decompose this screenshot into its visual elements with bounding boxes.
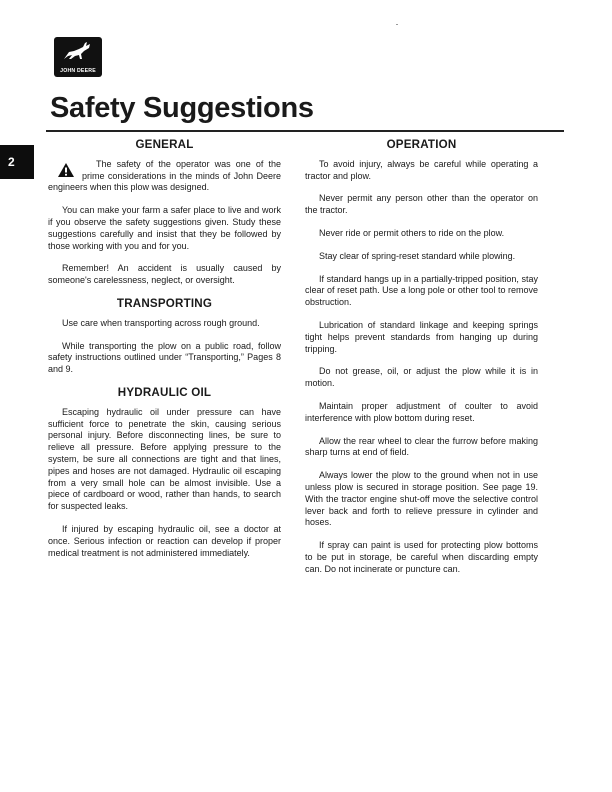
general-paragraph: Remember! An accident is usually caused by someone's carelessness, neglect, or oversight.	[48, 263, 281, 286]
operation-paragraph: Lubrication of standard linkage and keeping springs tight helps prevent standards from hanging up during tripping.	[305, 319, 538, 354]
operation-heading: OPERATION	[386, 138, 457, 151]
title-rule	[46, 130, 564, 132]
operation-paragraph: If standard hangs up in a partially-tripped position, stay clear of reset path. Use a long pole or other tool to remove obstruction.	[305, 273, 538, 308]
operation-paragraph: Allow the rear wheel to clear the furrow before making sharp turns at end of field.	[305, 435, 538, 458]
transporting-paragraph: While transporting the plow on a public road, follow safety instructions outlined under “Transporting,” Pages 8 and 9.	[48, 340, 281, 375]
operation-paragraph: Never permit any person other than the operator on the tractor.	[305, 193, 538, 216]
hydraulic-oil-paragraph: If injured by escaping hydraulic oil, see a doctor at once. Serious infection or reaction can develop if proper medical treatment is not administered immediately.	[48, 523, 281, 558]
right-column	[305, 139, 538, 587]
operation-paragraph: To avoid injury, always be careful while operating a tractor and plow.	[305, 158, 538, 181]
page-number-tab	[0, 145, 34, 179]
general-paragraph: You can make your farm a safer place to live and work if you observe the safety suggestions given. Study these suggestions carefully and insist that they be followed by those working with you and for you.	[48, 205, 281, 251]
warning-triangle-icon	[58, 163, 74, 177]
left-column	[48, 139, 281, 570]
general-paragraph: The safety of the operator was one of the prime considerations in the minds of John Deere engineers when this plow was designed.	[48, 158, 281, 193]
operation-paragraph: Stay clear of spring-reset standard while plowing.	[319, 250, 516, 261]
operation-paragraph: Maintain proper adjustment of coulter to avoid interference with plow bottom during reset.	[305, 400, 538, 423]
transporting-heading: TRANSPORTING	[116, 296, 213, 310]
deer-icon	[60, 39, 96, 65]
logo-text: JOHN DEERE	[60, 68, 96, 74]
hydraulic-oil-paragraph: Escaping hydraulic oil under pressure can have sufficient force to penetrate the skin, causing serious personal injury. Before disconnecting lines, be sure to relieve all pressure. Before applying pressure to the system, be sure all connections are tight and that lines, pipes and hoses are not damaged. Hydraulic oil escaping from a very small hole can be almost invisible. Use a piece of cardboard or wood, rather than hands, to search for suspected leaks.	[48, 406, 281, 512]
hydraulic-oil-heading: HYDRAULIC OIL	[117, 385, 212, 399]
operation-paragraph: Never ride or permit others to ride on the plow.	[319, 227, 505, 238]
general-heading: GENERAL	[135, 138, 194, 151]
transporting-paragraph: Use care when transporting across rough ground.	[62, 317, 260, 328]
page-number: 2	[8, 155, 15, 169]
operation-paragraph: Do not grease, oil, or adjust the plow while it is in motion.	[305, 366, 538, 389]
speck	[396, 24, 398, 25]
john-deere-logo	[54, 37, 102, 77]
page-title: Safety Suggestions	[50, 92, 314, 124]
operation-paragraph: Always lower the plow to the ground when not in use unless plow is secured in storage position. See page 19. With the tractor engine shut-off move the selective control lever back and forth to relieve pressure in cylinder and hoses.	[305, 470, 538, 528]
operation-paragraph: If spray can paint is used for protecting plow bottoms to be put in storage, be careful when discarding empty can. Do not incinerate or puncture can.	[305, 540, 538, 574]
